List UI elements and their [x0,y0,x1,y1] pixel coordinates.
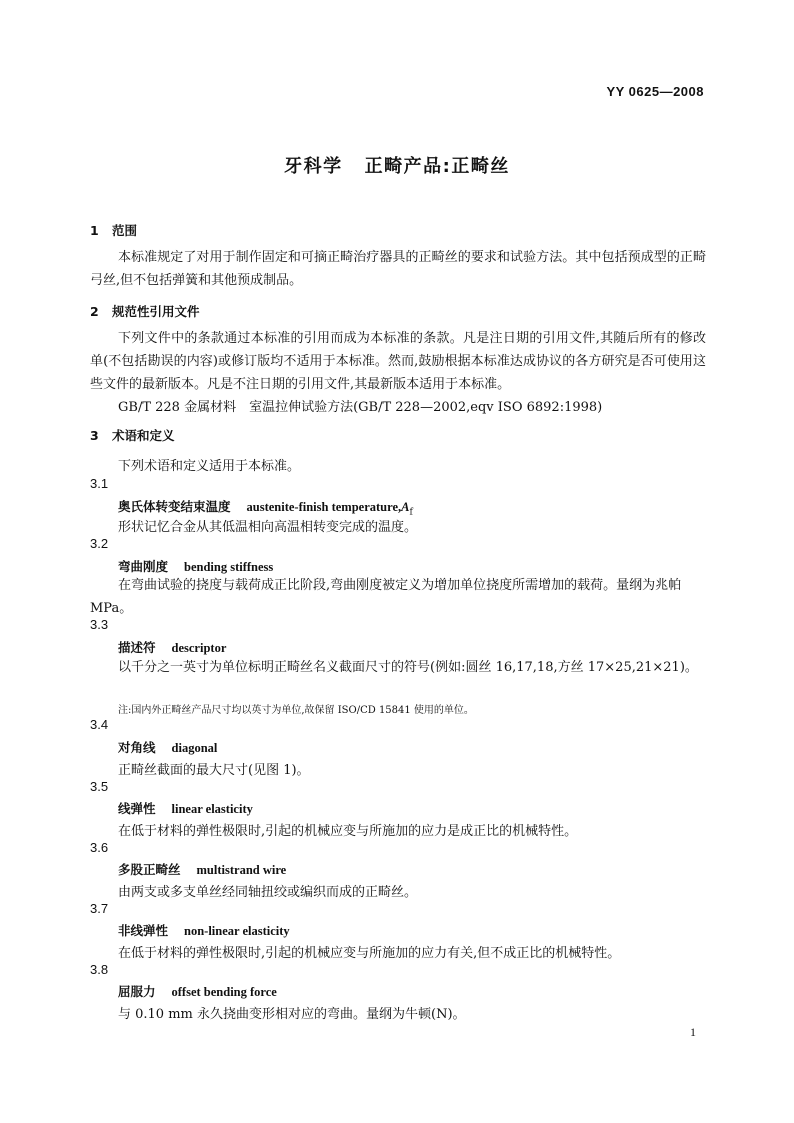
term-number: 3.3 [90,617,109,632]
section-3-intro: 下列术语和定义适用于本标准。 [118,459,301,474]
normative-reference: GB/T 228 金属材料 室温拉伸试验方法(GB/T 228—2002,eqv ISO 6892:1998) [118,400,603,415]
term-heading: 线弹性 linear elasticity [118,801,253,816]
term-heading: 弯曲刚度 bending stiffness [118,559,274,574]
section-1-heading: 1 范围 [90,223,138,238]
term-heading: 描述符 descriptor [118,640,227,655]
note: 注:国内外正畸丝产品尺寸均以英寸为单位,故保留 ISO/CD 15841 使用的单位。 [118,705,474,716]
term-definition: 与 0.10 mm 永久挠曲变形相对应的弯曲。量纲为牛顿(N)。 [118,1007,466,1022]
term-definition: 在低于材料的弹性极限时,引起的机械应变与所施加的应力有关,但不成正比的机械特性。 [118,946,621,961]
section-2-heading: 2 规范性引用文件 [90,304,200,319]
term-definition: 在低于材料的弹性极限时,引起的机械应变与所施加的应力是成正比的机械特性。 [118,824,578,839]
term-number: 3.1 [90,476,109,491]
page-number: 1 [690,1025,696,1039]
term-heading: 非线弹性 non-linear elasticity [118,923,290,938]
term-definition: 形状记忆合金从其低温相向高温相转变完成的温度。 [118,520,418,535]
page-title [0,152,794,178]
section-2-text: 下列文件中的条款通过本标准的引用而成为本标准的条款。凡是注日期的引用文件,其随后所有的修改单(不包括勘误的内容)或修订版均不适用于本标准。然而,鼓励根据本标准达成协议的各方研究是否可使用这些文件的最新版本。凡是不注日期的引用文件,其最新版本适用于本标准。 [90,331,706,392]
section-1-text: 本标准规定了对用于制作固定和可摘正畸治疗器具的正畸丝的要求和试验方法。其中包括预成型的正畸弓丝,但不包括弹簧和其他预成制品。 [90,250,706,288]
term-number: 3.8 [90,962,109,977]
term-definition: 正畸丝截面的最大尺寸(见图 1)。 [118,763,310,778]
term-definition: 在弯曲试验的挠度与载荷成正比阶段,弯曲刚度被定义为增加单位挠度所需增加的载荷。量纲为兆帕 MPa。 [90,578,682,616]
section-3-heading: 3 术语和定义 [90,428,175,443]
standard-number: YY 0625—2008 [606,84,704,99]
title-part1: 牙科学 [284,156,343,177]
term-definition: 由两支或多支单丝经同轴扭绞或编织而成的正畸丝。 [118,885,418,900]
term-heading: 对角线 diagonal [118,740,218,755]
term-definition: 以千分之一英寸为单位标明正畸丝名义截面尺寸的符号(例如:圆丝 16,17,18,方丝 17×25,21×21)。 [118,660,698,675]
term-number: 3.7 [90,901,109,916]
term-heading: 奥氏体转变结束温度 austenite-finish $temperature,A_f$ [118,499,413,518]
term-heading: 多股正畸丝 multistrand wire [118,862,287,877]
title-part2: 正畸产品:正畸丝 [364,156,510,177]
term-number: 3.4 [90,717,109,732]
term-number: 3.6 [90,840,109,855]
term-heading: 屈服力 offset bending force [118,984,277,999]
term-number: 3.2 [90,536,109,551]
term-number: 3.5 [90,779,109,794]
